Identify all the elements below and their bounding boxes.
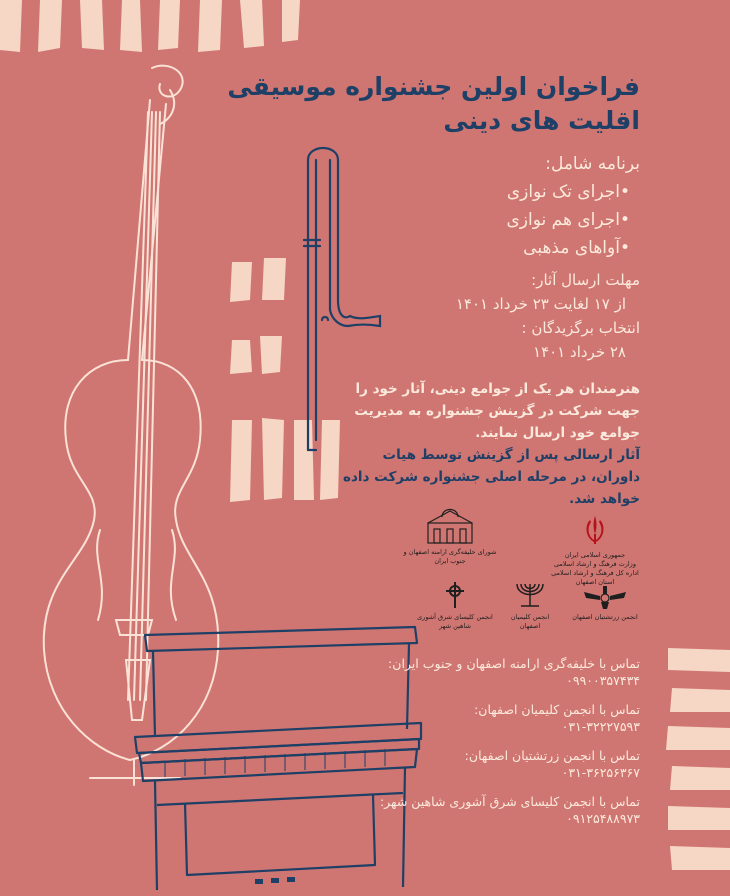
armenian-council-name: شورای خلیفه‌گری ارامنه اصفهان و جنوب ایران (403, 548, 497, 565)
program-item: •اجرای هم نوازی (506, 210, 630, 230)
description-section (340, 378, 640, 510)
faravahar-icon (582, 580, 628, 610)
menorah-icon (513, 580, 547, 610)
contact-item (320, 701, 640, 735)
contacts-section (320, 655, 640, 839)
contact-phone[interactable]: ۰۹۹۰۰۳۵۷۴۳۴ (566, 673, 640, 688)
cross-icon (443, 580, 467, 610)
description-paragraph-2: آثار ارسالی پس از گزینش توسط هیات داوران، در مرحله اصلی جشنواره شرکت داده خواهد شد. (343, 447, 640, 507)
selection-label: انتخاب برگزیدگان : (521, 319, 640, 337)
contact-phone[interactable]: ۰۹۱۲۵۴۸۸۹۷۳ (566, 811, 640, 826)
iran-emblem-icon (580, 514, 610, 548)
jewish-name: انجمن کلیمیان اصفهان (510, 613, 550, 630)
ministry-name: جمهوری اسلامی ایران وزارت فرهنگ و ارشاد اسلامی اداره کل فرهنگ و ارشاد اسلامی استان اصفهان (551, 551, 639, 586)
zoroastrian-logo (565, 580, 645, 622)
program-section (380, 150, 640, 262)
zoroastrian-name: انجمن زرتشتیان اصفهان (572, 613, 638, 621)
church-icon (420, 505, 480, 545)
selection-date: ۲۸ خرداد ۱۴۰۱ (533, 343, 626, 361)
sponsor-logos (395, 505, 645, 640)
contact-label: تماس با انجمن زرتشتیان اصفهان: (464, 748, 640, 763)
poster-title (220, 70, 640, 138)
title-line1: فراخوان اولین جشنواره موسیقی (227, 72, 640, 101)
deadline-range: از ۱۷ لغایت ۲۳ خرداد ۱۴۰۱ (455, 295, 626, 313)
deadline-section (340, 268, 640, 364)
assyrian-logo (415, 580, 495, 631)
contact-label: تماس با انجمن کلیمیان اصفهان: (474, 702, 640, 717)
contact-phone[interactable]: ۰۳۱-۳۲۲۲۷۵۹۳ (561, 719, 640, 734)
contact-item (320, 793, 640, 827)
jewish-logo (500, 580, 560, 631)
description-paragraph-1: هنرمندان هر یک از جوامع دینی، آثار خود را جهت شرکت در گزینش جشنواره به مدیریت جوامع خود ارسال نمایند. (354, 381, 640, 441)
program-item: •اجرای تک نوازی (506, 182, 630, 202)
title-line2: اقلیت های دینی (443, 106, 640, 135)
contact-label: تماس با خلیفه‌گری ارامنه اصفهان و جنوب ایران: (388, 656, 640, 671)
program-heading: برنامه شامل: (545, 154, 640, 174)
armenian-council-logo (395, 505, 505, 566)
contact-item (320, 747, 640, 781)
program-item: •آواهای مذهبی (523, 238, 630, 258)
assyrian-name: انجمن کلیسای شرق آشوری شاهین شهر (417, 613, 493, 630)
contact-item (320, 655, 640, 689)
contact-phone[interactable]: ۰۳۱-۳۶۲۵۶۳۶۷ (561, 765, 640, 780)
deadline-label: مهلت ارسال آثار: (531, 271, 640, 289)
contact-label: تماس با انجمن کلیسای شرق آشوری شاهین شهر: (379, 794, 640, 809)
